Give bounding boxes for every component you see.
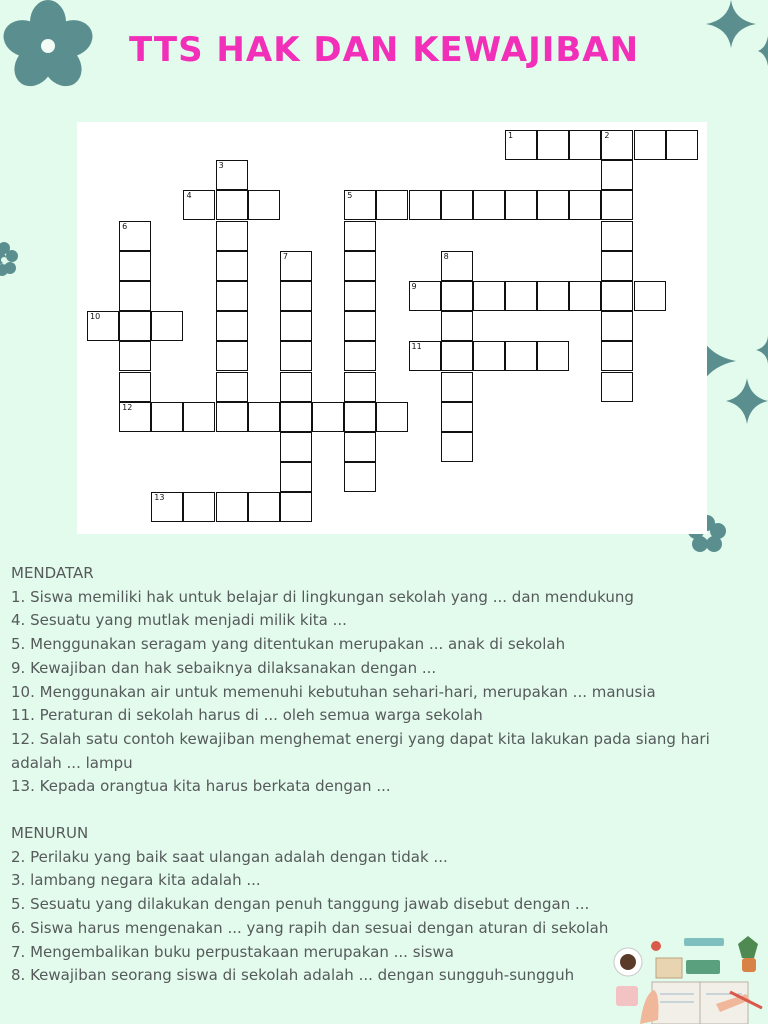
crossword-cell[interactable] (344, 281, 376, 311)
crossword-cell[interactable] (537, 190, 569, 220)
clue-number: 1 (507, 131, 514, 140)
crossword-cell[interactable] (601, 281, 633, 311)
crossword-cell[interactable] (505, 190, 537, 220)
crossword-cell[interactable] (344, 341, 376, 371)
down-clue: 5. Sesuatu yang dilakukan dengan penuh tanggung jawab disebut dengan ... (11, 895, 590, 914)
crossword-cell[interactable] (473, 341, 505, 371)
crossword-cell[interactable] (569, 130, 601, 160)
crossword-cell[interactable] (280, 281, 312, 311)
crossword-cell[interactable] (216, 281, 248, 311)
crossword-cell[interactable] (601, 372, 633, 402)
crossword-cell[interactable] (537, 281, 569, 311)
clue-number: 6 (122, 221, 128, 231)
crossword-cell[interactable] (601, 251, 633, 281)
crossword-cell[interactable] (569, 190, 601, 220)
crossword-cell[interactable] (634, 130, 666, 160)
across-clue: 13. Kepada orangtua kita harus berkata dengan ... (11, 777, 391, 796)
crossword-cell[interactable] (537, 130, 569, 160)
crossword-cell[interactable] (119, 281, 151, 311)
crossword-cell[interactable] (569, 281, 601, 311)
crossword-cell[interactable] (216, 341, 248, 371)
crossword-cell[interactable] (441, 341, 473, 371)
crossword-cell[interactable] (119, 251, 151, 281)
sparkle-icon (756, 336, 768, 364)
across-clue: 4. Sesuatu yang mutlak menjadi milik kita ... (11, 611, 347, 630)
crossword-cell[interactable] (151, 402, 183, 432)
crossword-cell[interactable] (505, 281, 537, 311)
crossword-cell[interactable] (473, 281, 505, 311)
crossword-cell[interactable] (280, 341, 312, 371)
crossword-cell[interactable] (119, 372, 151, 402)
crossword-cell[interactable] (248, 190, 280, 220)
across-clue: 5. Menggunakan seragam yang ditentukan merupakan ... anak di sekolah (11, 635, 566, 654)
crossword-cell[interactable] (280, 311, 312, 341)
down-clue: 2. Perilaku yang baik saat ulangan adalah dengan tidak ... (11, 847, 448, 866)
crossword-cell[interactable] (601, 221, 633, 251)
clue-number: 13 (154, 493, 165, 503)
clue-number: 10 (90, 312, 101, 322)
clue-number: 4 (186, 191, 192, 201)
crossword-cell[interactable] (216, 190, 248, 220)
crossword-cell[interactable] (151, 311, 183, 341)
crossword-cell[interactable] (634, 281, 666, 311)
page-title: TTS HAK DAN KEWAJIBAN (128, 30, 640, 70)
crossword-cell[interactable] (344, 311, 376, 341)
crossword-cell[interactable] (666, 130, 698, 160)
clue-number: 3 (218, 161, 224, 171)
crossword-cell[interactable] (216, 492, 248, 522)
crossword-cell[interactable] (601, 160, 633, 190)
across-clue: 1. Siswa memiliki hak untuk belajar di lingkungan sekolah yang ... dan mendukung (11, 587, 634, 606)
crossword-cell[interactable] (183, 492, 215, 522)
crossword-cell[interactable] (216, 372, 248, 402)
crossword-cell[interactable] (376, 402, 408, 432)
crossword-cell[interactable] (441, 190, 473, 220)
sparkle-icon (726, 378, 768, 424)
clue-number: 2 (604, 131, 610, 140)
crossword-cell[interactable] (280, 372, 312, 402)
flower-icon (0, 242, 20, 278)
crossword-cell[interactable] (441, 311, 473, 341)
clue-number: 9 (411, 282, 417, 291)
crossword-cell[interactable] (216, 251, 248, 281)
crossword-cell[interactable] (344, 221, 376, 251)
crossword-cell[interactable] (473, 190, 505, 220)
clue-number: 11 (411, 342, 422, 352)
crossword-cell[interactable] (505, 341, 537, 371)
crossword-cell[interactable] (344, 432, 376, 462)
across-clue: 12. Salah satu contoh kewajiban menghemat energi yang dapat kita lakukan pada siang hari adalah ... lampu (11, 729, 710, 772)
crossword-cell[interactable] (601, 341, 633, 371)
crossword-cell[interactable] (441, 372, 473, 402)
crossword-cell[interactable] (344, 402, 376, 432)
clue-number: 12 (122, 402, 133, 412)
clue-list (11, 562, 761, 988)
across-heading: MENDATAR (11, 564, 94, 582)
crossword-cell[interactable] (344, 251, 376, 281)
crossword-cell[interactable] (344, 372, 376, 402)
crossword-cell[interactable] (183, 402, 215, 432)
crossword-cell[interactable] (376, 190, 408, 220)
clue-number: 7 (282, 251, 288, 261)
crossword-cell[interactable] (280, 402, 312, 432)
down-clue: 7. Mengembalikan buku perpustakaan merupakan ... siswa (11, 942, 454, 961)
across-clue: 11. Peraturan di sekolah harus di ... oleh semua warga sekolah (11, 706, 483, 725)
crossword-cell[interactable] (216, 221, 248, 251)
crossword-cell[interactable] (601, 311, 633, 341)
clue-number: 8 (443, 251, 449, 261)
crossword-cell[interactable] (537, 341, 569, 371)
crossword-cell[interactable] (441, 402, 473, 432)
clue-number: 5 (347, 191, 353, 201)
crossword-cell[interactable] (409, 190, 441, 220)
down-heading: MENURUN (11, 824, 89, 843)
crossword-cell[interactable] (280, 492, 312, 522)
down-clue: 6. Siswa harus mengenakan ... yang rapih dan sesuai dengan aturan di sekolah (11, 918, 609, 937)
crossword-cell[interactable] (119, 341, 151, 371)
crossword-cell[interactable] (344, 462, 376, 492)
crossword-cell[interactable] (280, 432, 312, 462)
crossword-cell[interactable] (280, 462, 312, 492)
crossword-grid[interactable] (77, 122, 707, 534)
crossword-cell[interactable] (248, 492, 280, 522)
down-clue: 8. Kewajiban seorang siswa di sekolah adalah ... dengan sungguh-sungguh (11, 966, 575, 985)
across-clue: 9. Kewajiban dan hak sebaiknya dilaksanakan dengan ... (11, 658, 437, 677)
crossword-cell[interactable] (441, 281, 473, 311)
crossword-cell[interactable] (312, 402, 344, 432)
crossword-cell[interactable] (216, 311, 248, 341)
across-clue: 10. Menggunakan air untuk memenuhi kebutuhan sehari-hari, merupakan ... manusia (11, 682, 656, 701)
crossword-cell[interactable] (441, 432, 473, 462)
crossword-cell[interactable] (119, 311, 151, 341)
crossword-cell[interactable] (216, 402, 248, 432)
crossword-cell[interactable] (248, 402, 280, 432)
down-clue: 3. lambang negara kita adalah ... (11, 871, 261, 890)
crossword-cell[interactable] (601, 190, 633, 220)
